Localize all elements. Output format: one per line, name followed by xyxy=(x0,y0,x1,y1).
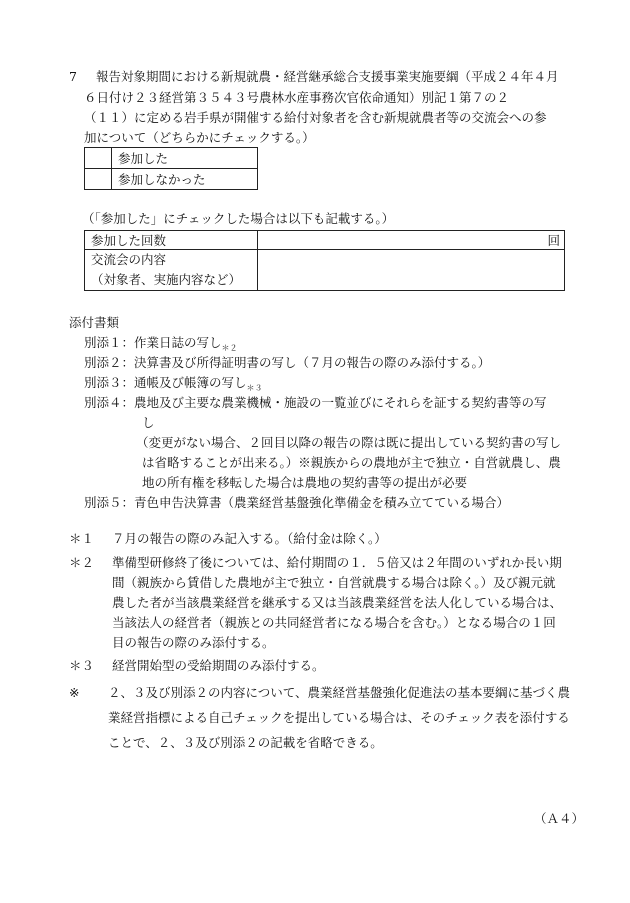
section-number: 7 xyxy=(69,69,77,84)
section-text-line: （１１）に定める岩手県が開催する給付対象者を含む新規就農者等の交流会への参 xyxy=(84,110,547,125)
exchange-detail-table xyxy=(84,230,565,291)
footnote-mark: ＊２ xyxy=(221,343,238,353)
attachment-4-note: 地の所有権を移転した場合は農地の契約書等の提出が必要 xyxy=(142,475,468,490)
count-unit: 回 xyxy=(547,233,560,248)
section-text-line: 報告対象期間における新規就農・経営継承総合支援事業実施要綱（平成２４年４月 xyxy=(96,69,559,84)
footnote-2-line: 農した者が当該農業経営を継承する又は当該農業経営を法人化している場合は、 xyxy=(112,595,563,610)
attachment-5: 別添５：青色申告決算書（農業経営基盤強化準備金を積み立てている場合） xyxy=(84,495,510,510)
participation-choice-table xyxy=(84,147,258,190)
choice-not-attended-label: 参加しなかった xyxy=(112,169,258,190)
section-text-line: ６日付け２３経営第３５４３号農林水産事務次官依命通知）別記１第７の２ xyxy=(84,90,510,105)
footnote-mark: ＊３ xyxy=(246,383,263,393)
footnote-2-line: 間（親族から賃借した農地が主で独立・自営就農する場合は除く。）及び親元就 xyxy=(112,575,556,590)
attachment-4-note: （変更がない場合、２回目以降の報告の際は既に提出している契約書の写し xyxy=(136,435,562,450)
attachment-3: 別添３：通帳及び帳簿の写し$_{*3}$ xyxy=(84,375,263,393)
attachments-heading: 添付書類 xyxy=(69,315,120,330)
attachment-1: 別添１：作業日誌の写し$_{*2}$ xyxy=(84,335,238,353)
attachment-4-note: は省略することが出来る。）※親族からの農地が主で独立・自営就農し、農 xyxy=(142,455,561,470)
footnote-2-line: 準備型研修終了後については、給付期間の１．５倍又は２年間のいずれか長い期 xyxy=(112,555,562,570)
checkbox-not-attended[interactable] xyxy=(85,169,112,190)
footnote-mark: ＊１ xyxy=(69,531,95,546)
footnote-1-text: ７月の報告の際のみ記入する。（給付金は除く。） xyxy=(112,531,387,546)
content-input-cell[interactable] xyxy=(258,250,565,291)
footnote-4-line: 業経営指標による自己チェックを提出している場合は、そのチェック表を添付する xyxy=(108,710,570,725)
footnote-mark: ＊３ xyxy=(69,658,95,673)
count-label: 参加した回数 xyxy=(85,231,258,250)
checkbox-attended[interactable] xyxy=(85,148,112,169)
page-size-label: （Ａ４） xyxy=(534,811,585,826)
attachment-4-line: し xyxy=(142,415,155,430)
choice-attended-label: 参加した xyxy=(112,148,258,169)
footnote-mark: ※ xyxy=(69,685,80,700)
content-label: 交流会の内容 （対象者、実施内容など） xyxy=(85,250,258,291)
footnote-3-text: 経営開始型の受給期間のみ添付する。 xyxy=(112,658,325,673)
footnote-4-line: ことで、２、３及び別添２の記載を省略できる。 xyxy=(108,735,383,750)
footnote-mark: ＊２ xyxy=(69,555,95,570)
attachment-2: 別添２：決算書及び所得証明書の写し（７月の報告の際のみ添付する。） xyxy=(84,355,491,370)
attachment-4-line: 別添４：農地及び主要な農業機械・施設の一覧並びにそれらを証する契約書等の写 xyxy=(84,395,547,410)
section-text-line: 加について（どちらかにチェックする。） xyxy=(84,130,315,145)
footnote-2-line: 目の報告の際のみ添付する。 xyxy=(112,635,275,650)
footnote-4-line: ２、３及び別添２の内容について、農業経営基盤強化促進法の基本要綱に基づく農 xyxy=(108,685,571,700)
conditional-note: （「参加した」にチェックした場合は以下も記載する。） xyxy=(82,211,395,226)
footnote-2-line: 当該法人の経営者（親族との共同経営者になる場合を含む。）となる場合の１回 xyxy=(112,615,556,630)
count-input-cell[interactable] xyxy=(258,231,565,250)
